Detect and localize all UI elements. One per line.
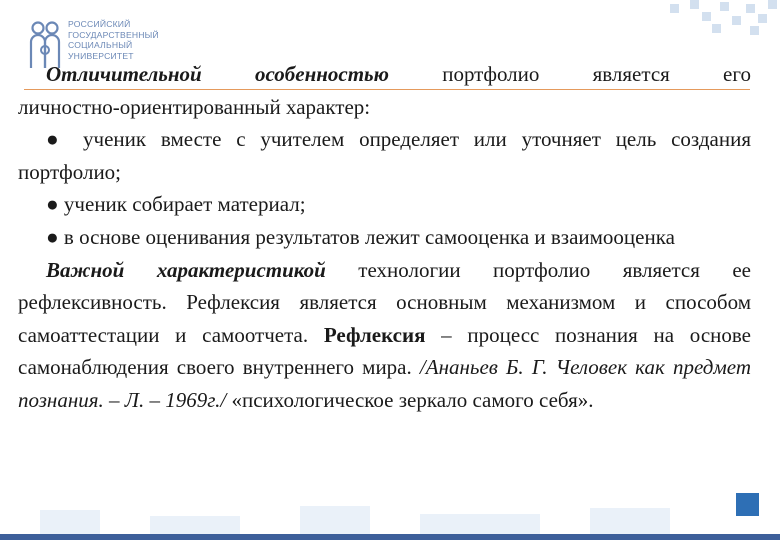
quote-text: «психологическое зеркало самого себя».	[226, 387, 594, 412]
bullet-item: ● ученик собирает материал;	[46, 192, 306, 217]
logo-line: ГОСУДАРСТВЕННЫЙ	[68, 29, 159, 40]
logo-line: СОЦИАЛЬНЫЙ	[68, 40, 133, 51]
citation: /Ананьев Б. Г. Человек как предмет познания. – Л. – 1969г./	[18, 355, 751, 412]
paragraph-text: технологии портфолио является ее рефлексивность. Рефлексия является основным механизмом и способом самоаттестации и самоотчета.	[18, 257, 751, 347]
paragraph-text: – процесс познания на основе самонаблюдения своего внутреннего мира.	[18, 322, 751, 380]
reflexivity-paragraph	[18, 254, 751, 417]
emphasis-word: Отличительной	[46, 62, 202, 86]
text-word: портфолио	[442, 62, 540, 86]
bullet-item: ● в основе оценивания результатов лежит самооценка и взаимооценка	[46, 224, 675, 249]
footer-bar	[0, 534, 780, 540]
header-mosaic-decoration	[650, 0, 780, 40]
paragraph-first-line	[18, 58, 751, 91]
bullet-item: ● ученик вместе с учителем определяет или уточняет цель создания портфолио;	[18, 127, 751, 184]
bold-term: Рефлексия	[323, 322, 426, 347]
logo-line: РОССИЙСКИЙ	[68, 19, 131, 29]
text-word: его	[723, 62, 751, 86]
text-word: является	[592, 62, 670, 86]
emphasis-word: особенностью	[254, 62, 389, 86]
slide-body	[18, 58, 751, 417]
corner-accent-square	[736, 493, 759, 516]
logo-wordmark	[68, 19, 159, 61]
logo-line: УНИВЕРСИТЕТ	[68, 50, 134, 61]
emphasis-phrase: Важной характеристикой	[46, 257, 326, 282]
paragraph-continuation: личностно-ориентированный характер:	[18, 94, 371, 119]
